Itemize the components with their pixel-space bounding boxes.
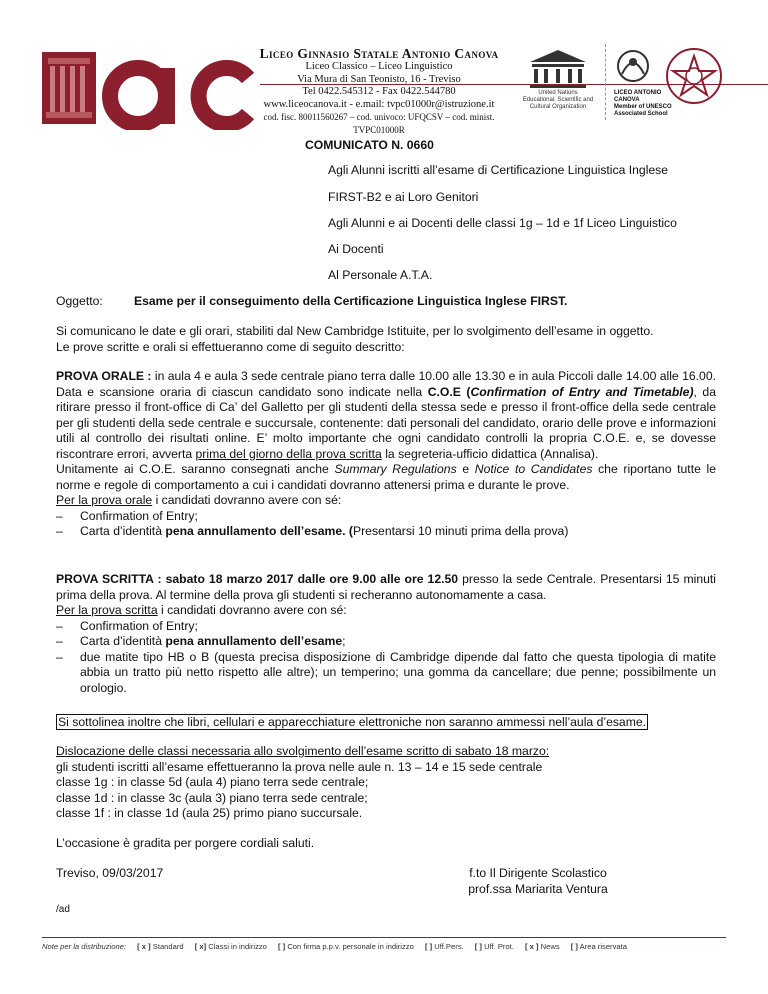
distribution-item: [ ] Uff.Pers. [424, 942, 464, 951]
oral-paragraph: PROVA ORALE : in aula 4 e aula 3 sede centrale piano terra dalle 10.00 alle 13.30 e in aula Piccoli dalle 14.00 alle 16.00. Data e scansione oraria di ciascun candidato sono indicate nella C.O.E (Confirmation of Entry and Timetable), da ritirare presso il front-office di Ca’ del Galletto per gli studenti della stessa sede e presso il front-office della sede centrale per gli studenti della sede centrale e succursale, contenente: dati personali del candidato, orario delle prove e informazioni utili al controllo dei risultati online. E’ molto importante che ogni candidato controlli la propria C.O.E. e, se dovesse riscontrare errori, avverta prima del giorno della prova scritta la segreteria-ufficio didattica (Annalisa). [56, 369, 716, 461]
associated-school-caption: LICEO ANTONIO CANOVA Member of UNESCO Associated School [614, 90, 672, 117]
recipient-line: Agli Alunni e ai Docenti delle classi 1g – 1d e 1f Liceo Linguistico [328, 216, 677, 230]
intro-paragraph: Si comunicano le date e gli orari, stabiliti dal New Cambridge Istituite, per lo svolgimento dell’esame in oggetto. Le prove scritte e orali si effettueranno come di seguito descritto: [56, 324, 654, 354]
school-info [248, 46, 510, 136]
oral-paragraph-2: Unitamente ai C.O.E. saranno consegnati anche Summary Regulations e Notice to Candidates che riportano tutte le norme e regole di comportamento a cui i candidati dovranno attenersi prima e durante le prove. [56, 462, 716, 492]
school-type: Liceo Classico – Liceo Linguistico [305, 61, 453, 72]
rooms-section [56, 744, 716, 822]
devices-notice: Si sottolinea inoltre che libri, cellulari e apparecchiature elettroniche non saranno ammessi nell’aula d’esame. [58, 715, 647, 729]
written-exam-section [56, 572, 716, 696]
subject-label: Oggetto: [56, 294, 103, 308]
recipient-line: FIRST-B2 e ai Loro Genitori [328, 190, 479, 204]
school-phone: Tel 0422.545312 - Fax 0422.544780 [302, 86, 456, 97]
distribution-item: [ ] Con firma p.p.v. personale in indirizzo [278, 942, 414, 951]
list-item: – Confirmation of Entry; [56, 618, 198, 633]
oral-bring-line: Per la prova orale i candidati dovranno avere con sé: [56, 493, 342, 507]
list-item: – due matite tipo HB o B (questa precisa disposizione di Cambridge dipende dal fatto che questa tipologia di matite abbia un tratto più netto rispetto alle altre); un temperino; una gomma da cancellare; due penne; possibilmente un orologio. [56, 649, 716, 695]
distribution-item: [ x ] News [525, 942, 560, 951]
closing-line: L’occasione è gradita per porgere cordiali saluti. [56, 836, 315, 850]
distribution-item: [ ] Uff. Prot. [474, 942, 514, 951]
written-bring-line: Per la prova scritta i candidati dovranno avere con sé: [56, 603, 347, 617]
list-item: – Carta d’identità pena annullamento dell’esame. (Presentarsi 10 minuti prima della prova) [56, 524, 569, 538]
written-paragraph: PROVA SCRITTA : sabato 18 marzo 2017 dalle ore 9.00 alle ore 12.50 presso la sede Centrale. Presentarsi 15 minuti prima della prova. Al termine della prova gli studenti si recheranno autonomamente a casa. [56, 572, 716, 602]
distribution-item: [ ] Area riservata [570, 942, 627, 951]
school-codes: cod. fisc. 80011560267 – cod. univoco: UFQCSV – cod. minist. TVPC01000R [263, 112, 495, 135]
distribution-item: [ x] Classi in indirizzo [194, 942, 267, 951]
school-address: Via Mura di San Teonisto, 16 - Treviso [297, 73, 461, 85]
school-name: Liceo Ginnasio Statale Antonio Canova [259, 46, 499, 61]
letterhead [42, 40, 726, 135]
distribution-label: Note per la distribuzione: [42, 942, 126, 951]
rooms-line: gli studenti iscritti all’esame effettueranno la prova nelle aule n. 13 – 14 e 15 sede centrale [56, 759, 543, 774]
rooms-line: classe 1f : in classe 1d (aula 25) primo piano succursale. [56, 806, 363, 820]
signature-block: f.to Il Dirigente Scolastico prof.ssa Mariarita Ventura [468, 866, 608, 896]
header-divider [605, 44, 606, 120]
author-initials: /ad [56, 904, 70, 915]
associated-school-logo-icon [614, 46, 652, 90]
rooms-heading: Dislocazione delle classi necessaria allo svolgimento dell’esame scritto di sabato 18 marzo: [56, 744, 550, 758]
list-item: – Confirmation of Entry; [56, 508, 198, 523]
school-web: www.liceocanova.it - e.mail: tvpc01000r@istruzione.it [263, 98, 495, 110]
subject-text: Esame per il conseguimento della Certificazione Linguistica Inglese FIRST. [134, 294, 568, 308]
place-date: Treviso, 09/03/2017 [56, 866, 164, 880]
communication-number: COMUNICATO N. 0660 [305, 138, 434, 152]
italian-republic-emblem-icon [662, 44, 726, 110]
rooms-line: classe 1d : in classe 3c (aula 3) piano terra sede centrale; [56, 790, 368, 805]
distribution-notes [42, 942, 726, 951]
oral-exam-section [56, 369, 716, 540]
recipient-line: Agli Alunni iscritti all’esame di Certificazione Linguistica Inglese [328, 163, 669, 177]
distribution-item: [ x ] Standard [137, 942, 184, 951]
recipient-line: Al Personale A.T.A. [328, 268, 433, 282]
school-logo-icon [42, 48, 256, 130]
rooms-line: classe 1g : in classe 5d (aula 4) piano terra sede centrale; [56, 775, 369, 789]
footer-rule [42, 937, 726, 938]
unesco-caption: United Nations Educational, Scientific and Cultural Organization [522, 90, 594, 110]
list-item: – Carta d’identità pena annullamento dell’esame; [56, 634, 346, 648]
unesco-logo-icon [518, 46, 598, 126]
recipient-line: Ai Docenti [328, 242, 384, 256]
